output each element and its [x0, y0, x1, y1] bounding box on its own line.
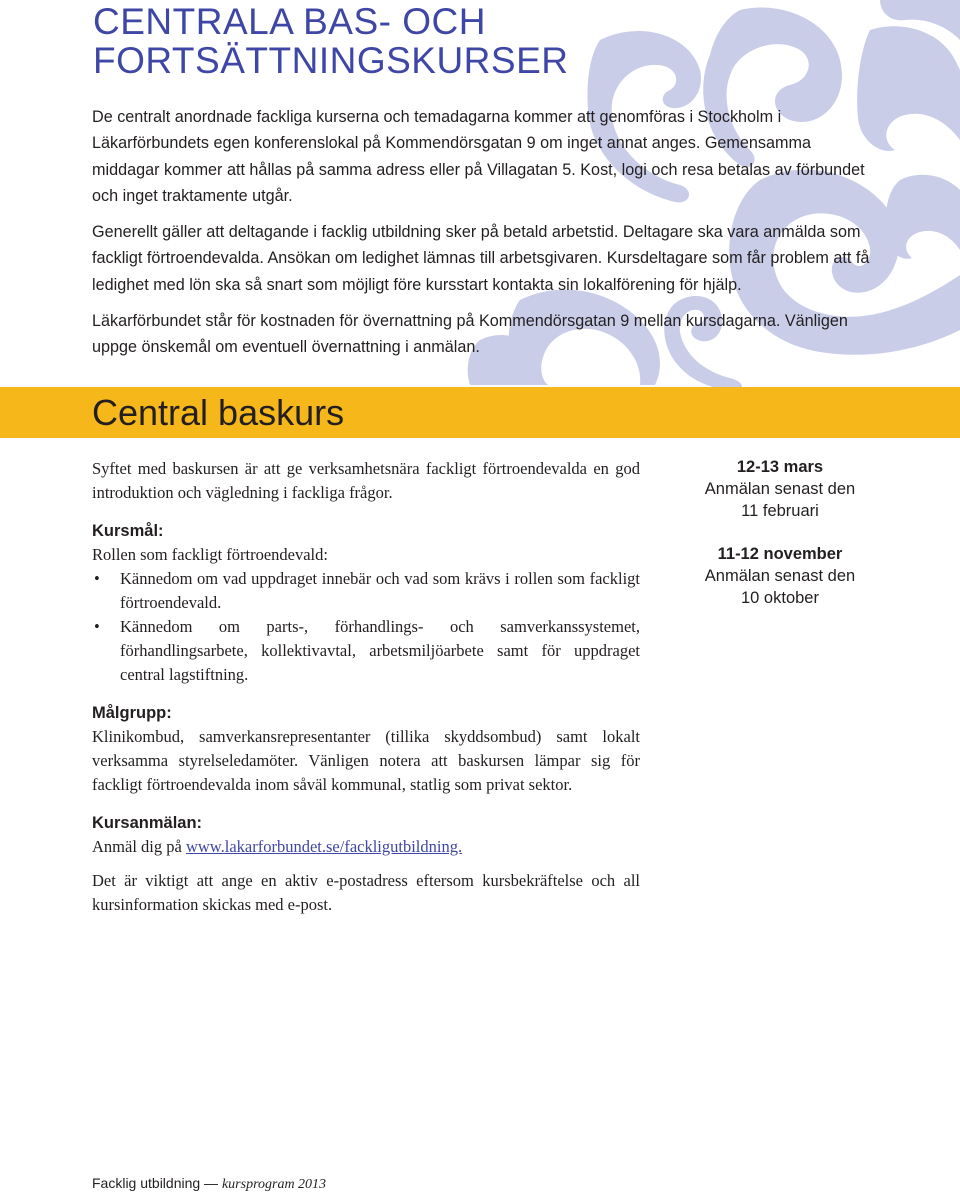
goal-text: Kännedom om parts-, förhandlings- och samverkanssystemet, förhandlingsarbete, kollektivavtal, arbetsmiljöarbete samt för uppdraget central lagstiftning. — [120, 617, 640, 684]
goal-text: Kännedom om vad uppdraget innebär och vad som krävs i rollen som fackligt förtroendevald. — [120, 569, 640, 612]
intro-paragraph-3: Läkarförbundet står för kostnaden för övernattning på Kommendörsgatan 9 mellan kursdagarna. Vänligen uppge önskemål om eventuell övernattning i anmälan. — [92, 312, 848, 357]
title-line-2: FORTSÄTTNINGSKURSER — [93, 40, 569, 81]
course-description — [92, 457, 640, 917]
title-line-1: CENTRALA BAS- OCH — [93, 1, 486, 42]
signup-text — [92, 835, 640, 859]
signup-heading: Kursanmälan: — [92, 814, 203, 832]
course-date: 11-12 november — [717, 545, 843, 563]
target-heading: Målgrupp: — [92, 704, 172, 722]
goals-list — [92, 567, 640, 687]
purpose-text: Syftet med baskursen är att ge verksamhetsnära fackligt förtroendevalda en god introduktion och vägledning i fackliga frågor. — [92, 459, 640, 502]
signup-prefix: Anmäl dig på — [92, 837, 186, 856]
list-item — [92, 615, 640, 687]
deadline-label: Anmälan senast den — [704, 567, 856, 585]
goals-heading: Kursmål: — [92, 522, 164, 540]
deadline-date: 10 oktober — [741, 589, 819, 607]
target-text: Klinikombud, samverkansrepresentanter (tillika skyddsombud) samt lokalt verksamma styrelseledamöter. Vänligen notera att baskursen lämpar sig för fackligt förtroendevalda inom såväl kommunal, statlig som privat sektor. — [92, 727, 640, 794]
deadline-label: Anmälan senast den — [704, 480, 856, 498]
deadline-date: 11 februari — [741, 502, 819, 520]
bullet-icon: • — [94, 569, 100, 588]
goals-intro: Rollen som fackligt förtroendevald: — [92, 545, 328, 564]
intro-paragraph-1: De centralt anordnade fackliga kurserna och temadagarna kommer att genomföras i Stockholm i Läkarförbundets egen konferenslokal på Kommendörsgatan 9 om inget annat anges. Gemensamma middagar kommer att hållas på samma adress eller på Villagatan 5. Kost, logi och resa betalas av förbundet och inget traktamente utgår. — [92, 108, 865, 205]
bullet-icon: • — [94, 617, 100, 636]
course-date: 12-13 mars — [736, 458, 824, 476]
list-item — [92, 567, 640, 615]
section-band — [0, 387, 960, 438]
footer-subtitle: kursprogram 2013 — [221, 1177, 327, 1192]
course-dates — [680, 456, 880, 630]
intro-paragraph-2: Generellt gäller att deltagande i facklig utbildning sker på betald arbetstid. Deltagare ska vara anmälda som fackligt förtroendevalda. Ansökan om ledighet lämnas till arbetsgivaren. Kursdeltagare som får problem att få ledighet med lön ska så snart som möjligt före kursstart kontakta sin lokalförening för hjälp. — [92, 223, 870, 294]
page-title — [93, 2, 568, 80]
page-footer — [92, 1174, 326, 1194]
signup-link[interactable]: www.lakarforbundet.se/fackligutbildning. — [185, 837, 463, 856]
email-note: Det är viktigt att ange en aktiv e-postadress eftersom kursbekräftelse och all kursinformation skickas med e-post. — [92, 871, 640, 914]
intro-section — [92, 104, 872, 371]
footer-text: Facklig utbildning — — [92, 1175, 219, 1191]
date-block — [680, 543, 880, 609]
section-heading: Central baskurs — [92, 392, 345, 433]
date-block — [680, 456, 880, 522]
